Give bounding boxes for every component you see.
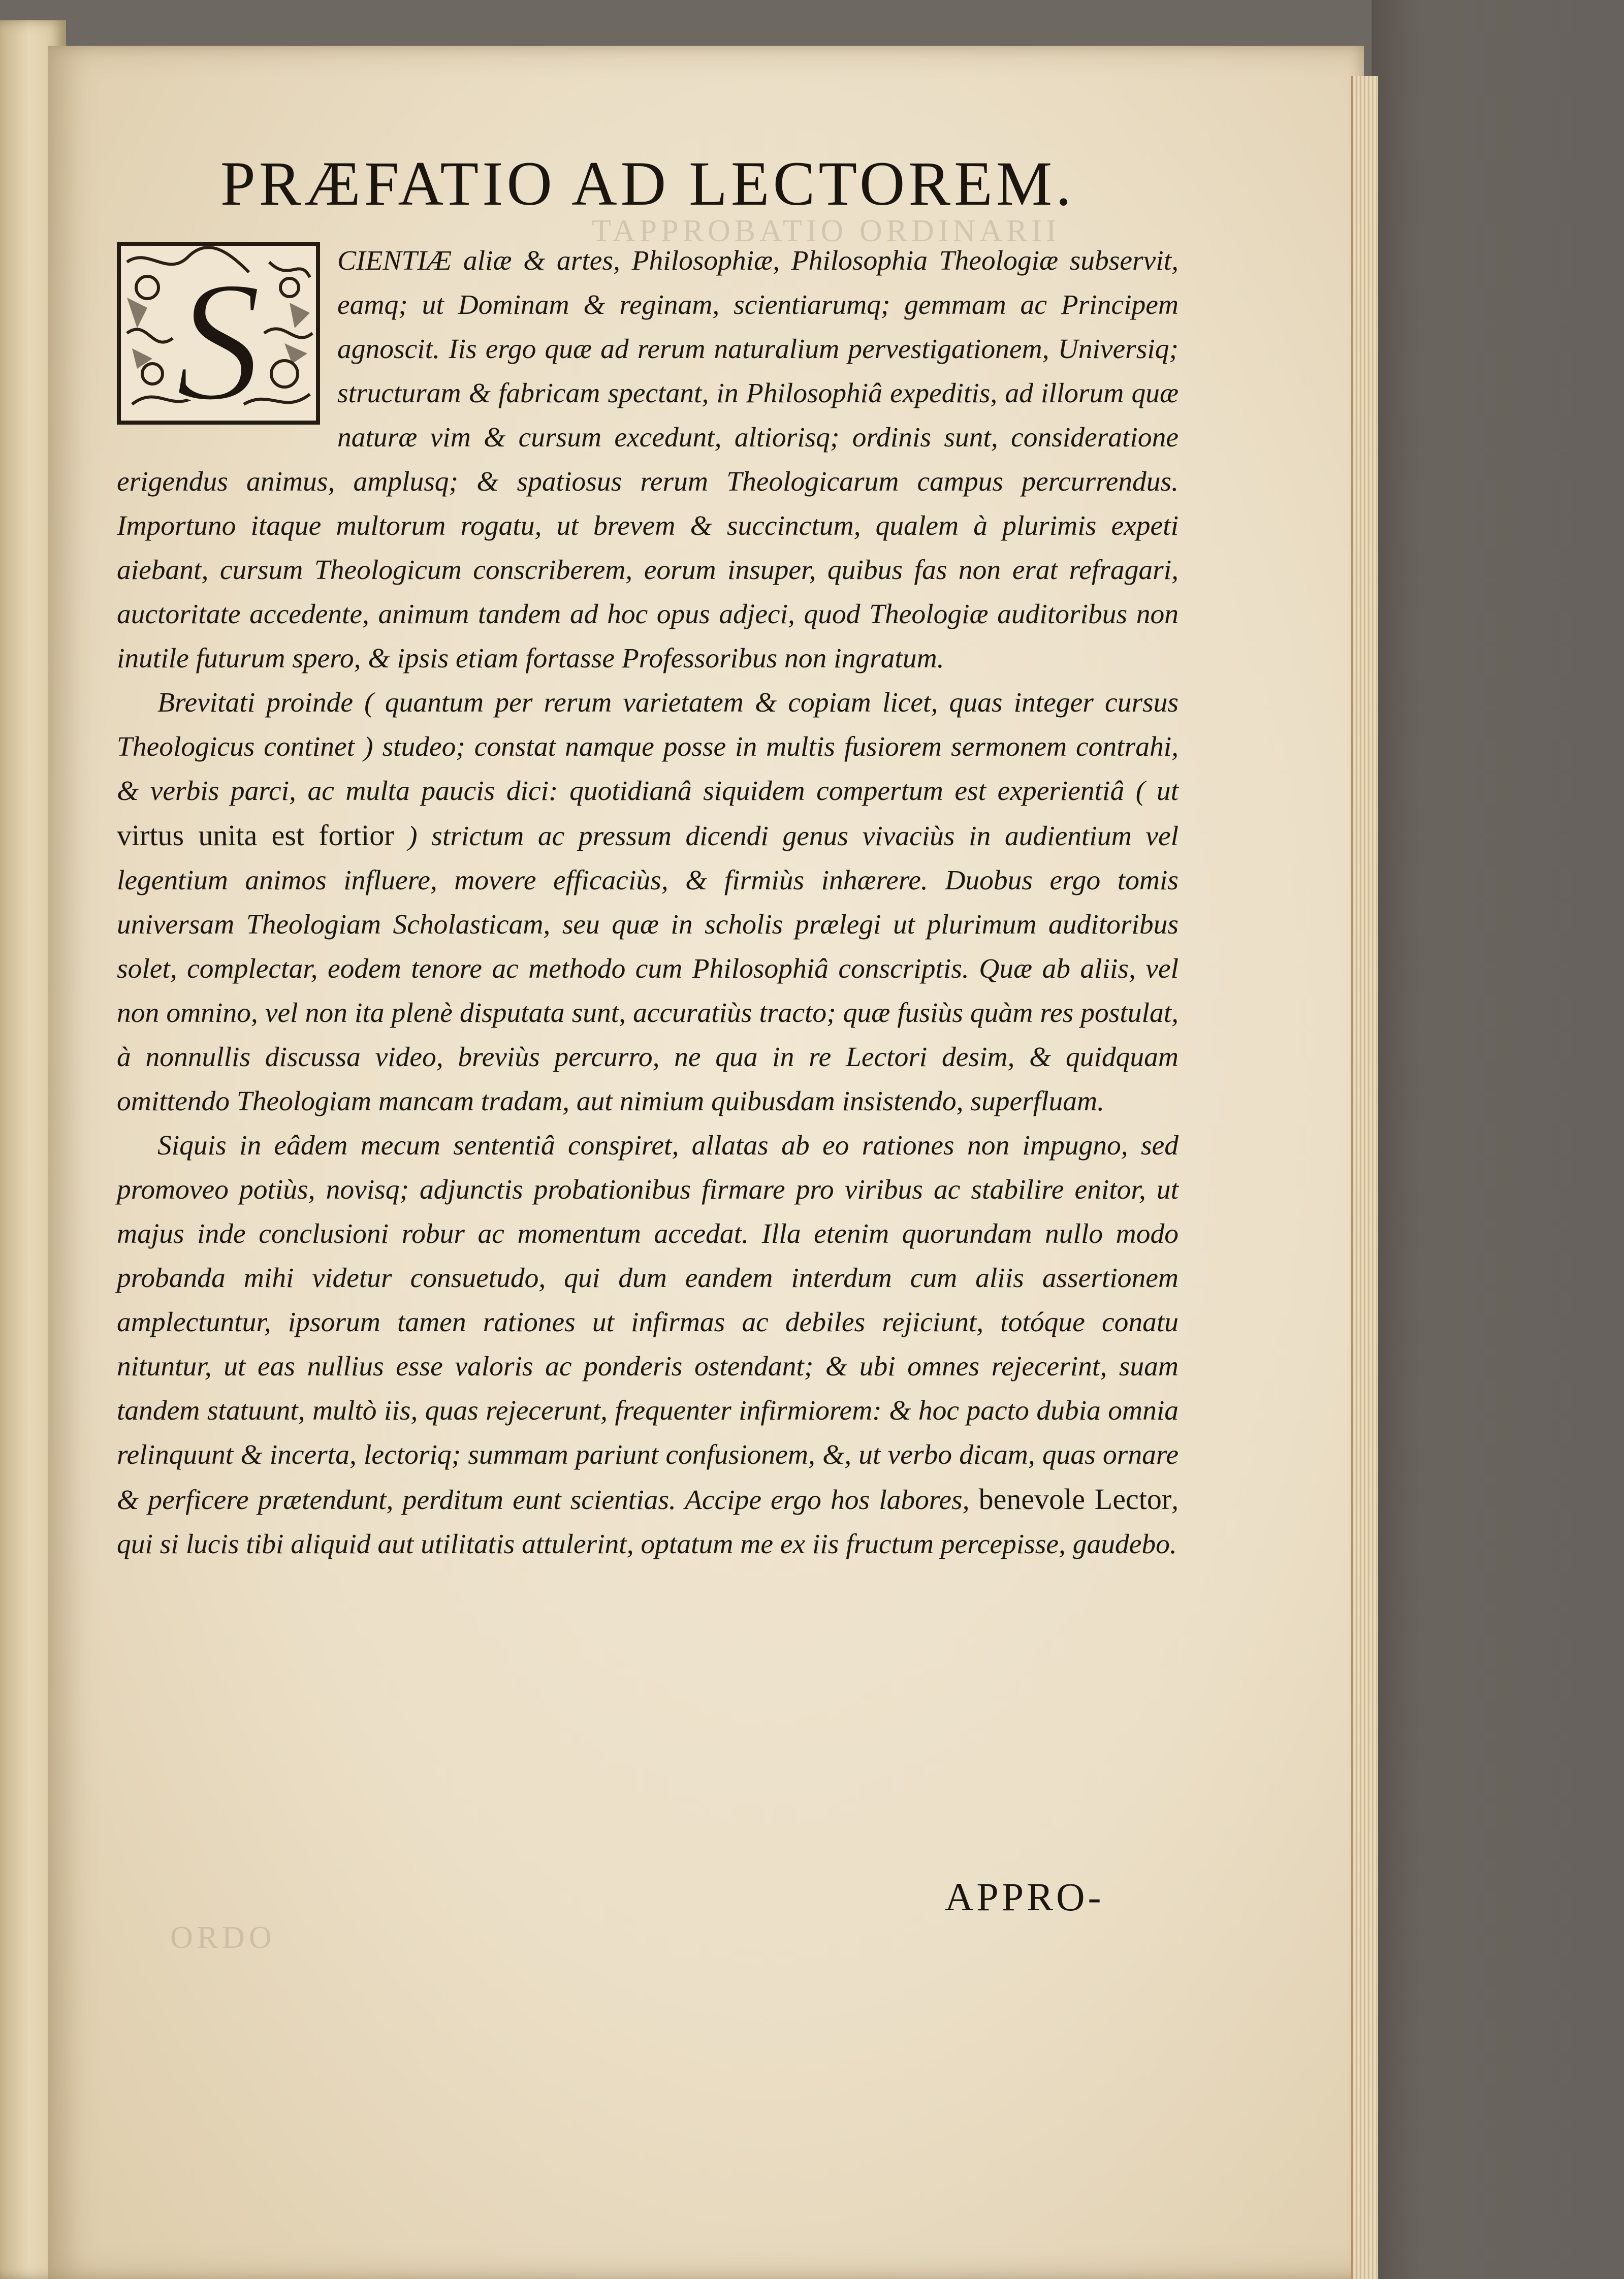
paragraph-3-text-b: , qui si lucis tibi aliquid aut utilitatis attulerint, optatum me ex iis fructum percepisse, gaudebo. xyxy=(117,1485,1179,1560)
show-through-text: TAPPROBATIO ORDINARII xyxy=(592,214,1061,248)
paragraph-3 xyxy=(117,1124,1179,1566)
show-through-word: ORDO xyxy=(170,1920,276,1955)
page-title: PRÆFATIO AD LECTOREM. xyxy=(220,149,1075,218)
paragraph-1-text: CIENTIÆ aliæ & artes, Philosophiæ, Philosophia Theologiæ subservit, eamq; ut Dominam & reginam, scientiarumq; gemmam ac Principem agnoscit. Iis ergo quæ ad rerum naturalium pervestigationem, Universiq; structuram & fabricam spectant, in Philosophiâ expeditis, ad illorum quæ naturæ vim & cursum excedunt, altiorisq; ordinis sunt, consideratione erigendus animus, amplusq; & spatiosus rerum Theologicarum campus percurrendus. Importuno itaque multorum rogatu, ut brevem & succinctum, qualem à plurimis expeti aiebant, cursum Theologicum conscriberem, eorum insuper, quibus fas non erat refragari, auctoritate accedente, animum tandem ad hoc opus adjeci, quod Theologiæ auditoribus non inutile futurum spero, & ipsis etiam fortasse Professoribus non ingratum. xyxy=(117,245,1179,674)
catchword: APPRO- xyxy=(945,1875,1104,1919)
ornamental-initial-s-icon xyxy=(117,242,320,425)
paragraph-3-text-a: Siquis in eâdem mecum sententiâ conspiret, allatas ab eo rationes non impugno, sed promoveo potiùs, novisq; adjunctis probationibus firmare pro viribus ac stabilire enitor, ut majus inde conclusioni robur ac momentum accedat. Illa etenim quorundam nullo modo probanda mihi videtur consuetudo, qui dum eandem interdum cum aliis assertionem amplectuntur, ipsorum tamen rationes ut infirmas ac debiles rejiciunt, totóque conatu nituntur, ut eas nullius esse valoris ac ponderis ostendant; & ubi omnes rejecerint, suam tandem statuunt, multò iis, quas rejecerunt, frequenter infirmiorem: & hoc pacto dubia omnia relinquunt & incerta, lectoriq; summam pariunt confusionem, &, ut verbo dicam, quas ornare & perficere prætendunt, perditum eunt scientias. Accipe ergo hos labores, xyxy=(117,1130,1179,1516)
paragraph-2 xyxy=(117,681,1179,1124)
paragraph-2-text-b: ) strictum ac pressum dicendi genus vivaciùs in audientium vel legentium animos influere, movere efficaciùs, & firmiùs inhærere. Duobus ergo tomis universam Theologiam Scholasticam, seu quæ in scholis prælegi ut plurimum auditoribus solet, complectar, eodem tenore ac methodo cum Philosophiâ conscriptis. Quæ ab aliis, vel non omnino, vel non ita plenè disputata sunt, accuratiùs tracto; quæ fusiùs quàm res postulat, à nonnullis discussa video, breviùs percurro, ne qua in re Lectori desim, & quidquam omittendo Theologiam mancam tradam, aut nimium quibusdam insistendo, superfluam. xyxy=(117,821,1179,1117)
paragraph-2-roman-phrase: virtus unita est fortior xyxy=(117,819,394,852)
drop-cap-letter: S xyxy=(175,245,262,425)
page-fore-edge xyxy=(1351,76,1378,2279)
preface-text xyxy=(117,239,1179,1566)
paragraph-3-roman-phrase: benevole Lector xyxy=(978,1483,1172,1516)
backdrop xyxy=(1372,0,1624,2279)
page-content xyxy=(117,149,1179,1566)
paragraph-2-text-a: Brevitati proinde ( quantum per rerum varietatem & copiam licet, quas integer cursus Theologicus continet ) studeo; constat namque posse in multis fusiorem sermonem contrahi, & verbis parci, ac multa paucis dici: quotidianâ siquidem compertum est experientiâ ( ut xyxy=(117,687,1179,807)
